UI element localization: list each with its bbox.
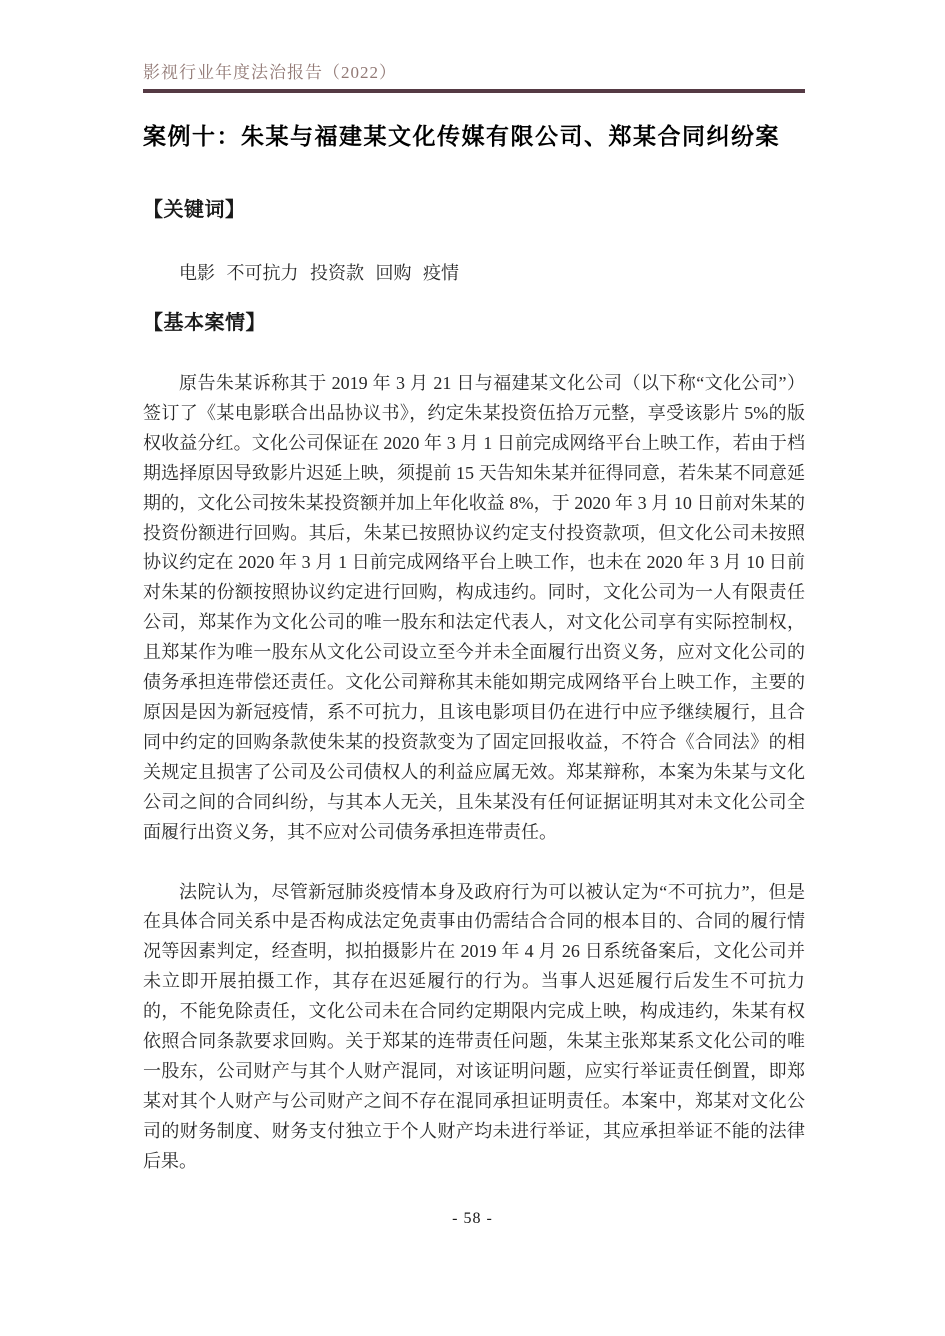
keywords-section-heading: 【关键词】 [143,199,246,221]
running-header [143,62,805,93]
facts-paragraph-plaintiff-claims: 原告朱某诉称其于 2019 年 3 月 21 日与福建某文化公司（以下称“文化公司”）签订了《某电影联合出品协议书》，约定朱某投资伍拾万元整，享受该影片 5%的版权收益分红。文化公司保证在 2020 年 3 月 1 日前完成网络平台上映工作，若由于档期选择原因导致影片迟延上映，须提前 15 天告知朱某并征得同意，若朱某不同意延期的，文化公司按朱某投资额并加上年化收益 8%，于 2020 年 3 月 10 日前对朱某的投资份额进行回购。其后，朱某已按照协议约定支付投资款项，但文化公司未按照协议约定在 2020 年 3 月 1 日前完成网络平台上映工作，也未在 2020 年 3 月 10 日前对朱某的份额按照协议约定进行回购，构成违约。同时，文化公司为一人有限责任公司，郑某作为文化公司的唯一股东和法定代表人，对文化公司享有实际控制权，且郑某作为唯一股东从文化公司设立至今并未全面履行出资义务，应对文化公司的债务承担连带偿还责任。文化公司辩称其未能如期完成网络平台上映工作，主要的原因是因为新冠疫情，系不可抗力，且该电影项目仍在进行中应予继续履行，且合同中约定的回购条款使朱某的投资款变为了固定回报收益，不符合《合同法》的相关规定且损害了公司及公司债权人的利益应属无效。郑某辩称，本案为朱某与文化公司之间的合同纠纷，与其本人无关，且朱某没有任何证据证明其对未文化公司全面履行出资义务，其不应对公司债务承担连带责任。 [143,373,805,842]
facts-section-heading: 【基本案情】 [143,312,266,334]
page-footer [0,1210,945,1228]
running-header-title: 影视行业年度法治报告（2022） [143,63,397,82]
facts-paragraph-court-opinion: 法院认为，尽管新冠肺炎疫情本身及政府行为可以被认定为“不可抗力”，但是在具体合同关系中是否构成法定免责事由仍需结合合同的根本目的、合同的履行情况等因素判定，经查明，拟拍摄影片在 2019 年 4 月 26 日系统备案后，文化公司并未立即开展拍摄工作，其存在迟延履行的行为。当事人迟延履行后发生不可抗力的，不能免除责任，文化公司未在合同约定期限内完成上映，构成违约，朱某有权依照合同条款要求回购。关于郑某的连带责任问题，朱某主张郑某系文化公司的唯一股东，公司财产与其个人财产混同，对该证明问题，应实行举证责任倒置，即郑某对其个人财产与公司财产之间不存在混同承担证明责任。本案中，郑某对文化公司的财务制度、财务支付独立于个人财产均未进行举证，其应承担举证不能的法律后果。 [143,881,805,1171]
page-number: - 58 - [452,1210,493,1227]
header-rule [143,89,805,93]
case-title: 案例十：朱某与福建某文化传媒有限公司、郑某合同纠纷案 [143,124,780,149]
keywords-line: 电影 不可抗力 投资款 回购 疫情 [179,263,459,283]
